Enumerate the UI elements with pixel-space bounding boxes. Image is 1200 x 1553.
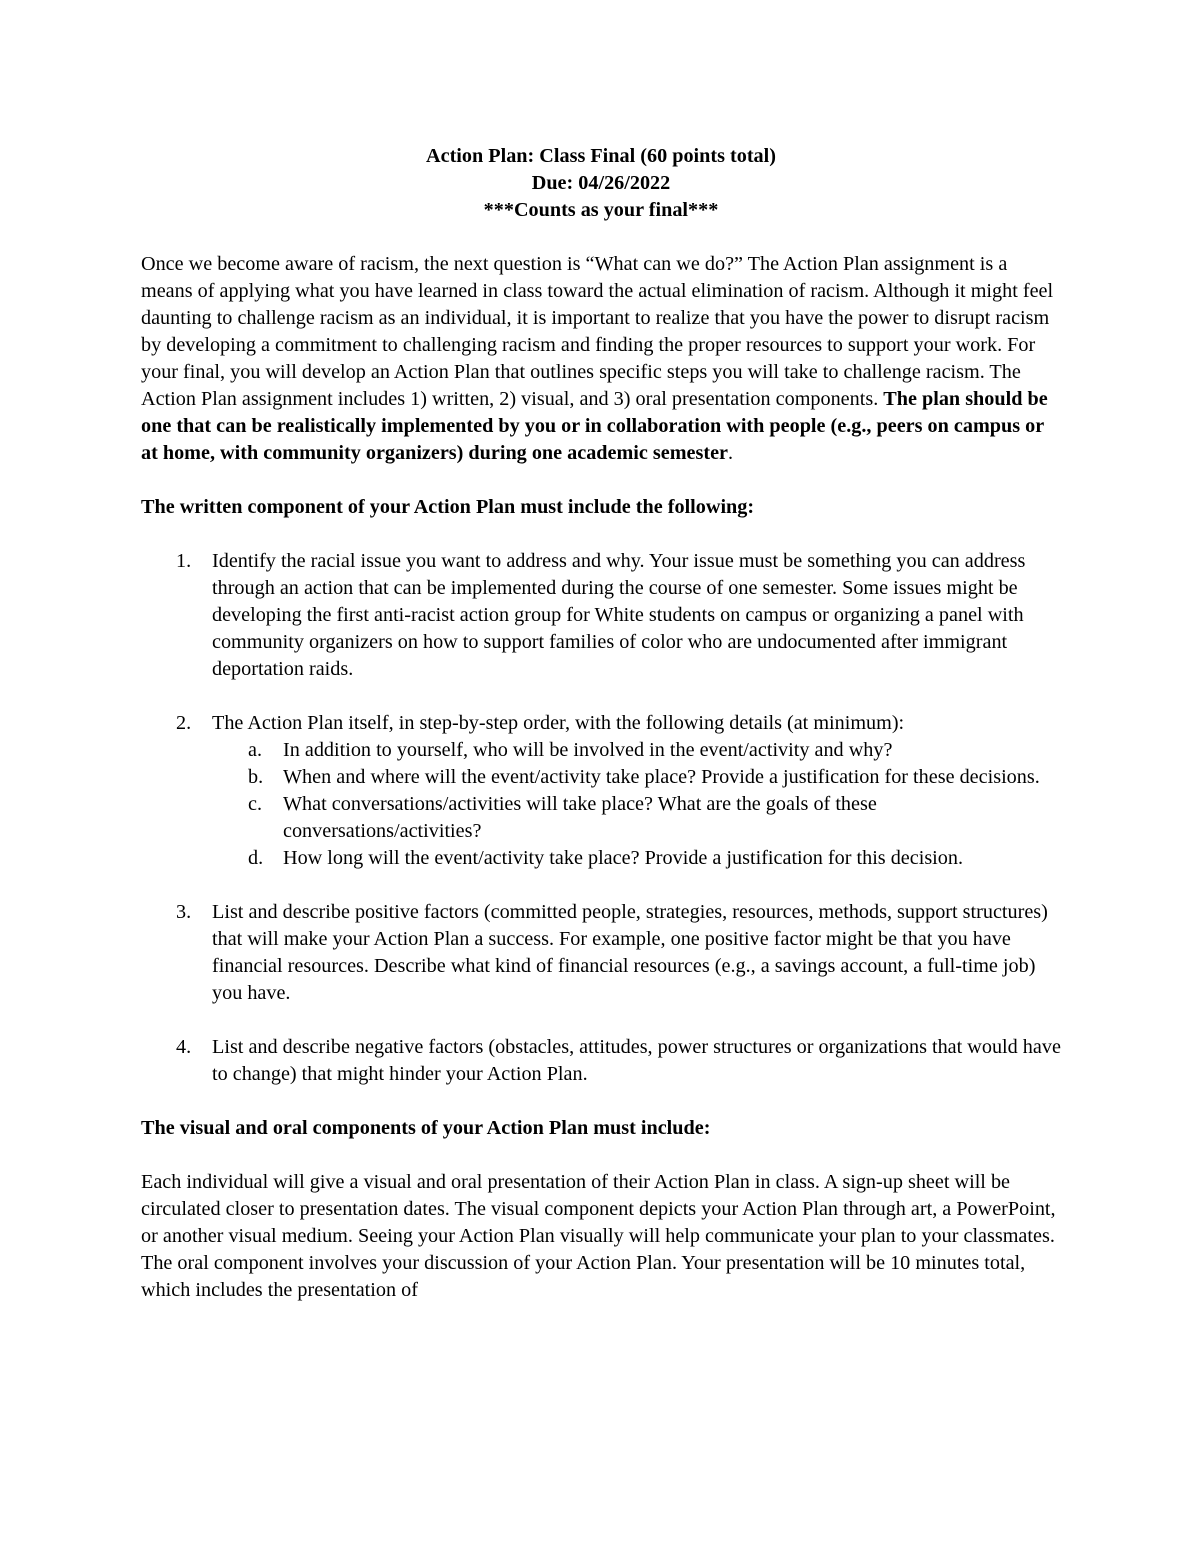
written-list bbox=[141, 548, 1061, 1088]
sub-list-item bbox=[212, 845, 1061, 872]
due-date: Due: 04/26/2022 bbox=[531, 172, 671, 194]
document-page bbox=[141, 143, 1061, 1304]
sub-list-text: What conversations/activities will take place? What are the goals of these conversations/activities? bbox=[283, 793, 877, 842]
list-item-text: The Action Plan itself, in step-by-step order, with the following details (at minimum): bbox=[212, 712, 905, 734]
list-item bbox=[141, 548, 1061, 683]
written-heading: The written component of your Action Plan must include the following: bbox=[141, 496, 755, 518]
document-header bbox=[141, 143, 1061, 224]
list-item-text: List and describe positive factors (committed people, strategies, resources, methods, support structures) that will make your Action Plan a success. For example, one positive factor might be that you have financial resources. Describe what kind of financial resources (e.g., a savings account, a full-time job) you have. bbox=[212, 901, 1048, 1004]
sub-list-text: When and where will the event/activity take place? Provide a justification for these decisions. bbox=[283, 766, 1040, 788]
sub-list-item bbox=[212, 791, 1061, 845]
sub-list bbox=[212, 737, 1061, 872]
sub-list-letter: c. bbox=[248, 793, 263, 815]
list-item-text: Identify the racial issue you want to address and why. Your issue must be something you can address through an action that can be implemented during the course of one semester. Some issues might be developing the first anti-racist action group for White students on campus or organizing a panel with community organizers on how to support families of color who are undocumented after immigrant deportation raids. bbox=[212, 550, 1026, 680]
sub-list-text: How long will the event/activity take place? Provide a justification for this decision. bbox=[283, 847, 964, 869]
list-item-text: List and describe negative factors (obstacles, attitudes, power structures or organizations that would have to change) that might hinder your Action Plan. bbox=[212, 1036, 1061, 1085]
sub-list-item bbox=[212, 764, 1061, 791]
list-number: 2. bbox=[176, 712, 192, 734]
sub-list-letter: b. bbox=[248, 766, 264, 788]
sub-list-item bbox=[212, 737, 1061, 764]
intro-end: . bbox=[728, 442, 734, 464]
list-item bbox=[141, 899, 1061, 1007]
list-number: 1. bbox=[176, 550, 192, 572]
sub-list-letter: d. bbox=[248, 847, 264, 869]
document-title: Action Plan: Class Final (60 points total) bbox=[426, 145, 776, 167]
list-item bbox=[141, 1034, 1061, 1088]
intro-bold-text: The plan should be one that can be realistically implemented by you or in collaboration with people (e.g., peers on campus or at home, with community organizers) during one academic semester bbox=[141, 388, 1048, 464]
list-number: 3. bbox=[176, 901, 192, 923]
list-item bbox=[141, 710, 1061, 872]
sub-list-text: In addition to yourself, who will be involved in the event/activity and why? bbox=[283, 739, 893, 761]
list-number: 4. bbox=[176, 1036, 192, 1058]
sub-list-letter: a. bbox=[248, 739, 263, 761]
intro-text: Once we become aware of racism, the next question is “What can we do?” The Action Plan assignment is a means of applying what you have learned in class toward the actual elimination of racism. Although it might feel daunting to challenge racism as an individual, it is important to realize that you have the power to disrupt racism by developing a commitment to challenging racism and finding the proper resources to support your work. For your final, you will develop an Action Plan that outlines specific steps you will take to challenge racism. The Action Plan assignment includes 1) written, 2) visual, and 3) oral presentation components. bbox=[141, 253, 1054, 410]
intro-paragraph bbox=[141, 251, 1061, 467]
final-note: ***Counts as your final*** bbox=[483, 199, 719, 221]
visual-oral-paragraph: Each individual will give a visual and oral presentation of their Action Plan in class. A sign-up sheet will be circulated closer to presentation dates. The visual component depicts your Action Plan through art, a PowerPoint, or another visual medium. Seeing your Action Plan visually will help communicate your plan to your classmates. The oral component involves your discussion of your Action Plan. Your presentation will be 10 minutes total, which includes the presentation of bbox=[141, 1171, 1056, 1301]
visual-oral-heading: The visual and oral components of your Action Plan must include: bbox=[141, 1117, 711, 1139]
